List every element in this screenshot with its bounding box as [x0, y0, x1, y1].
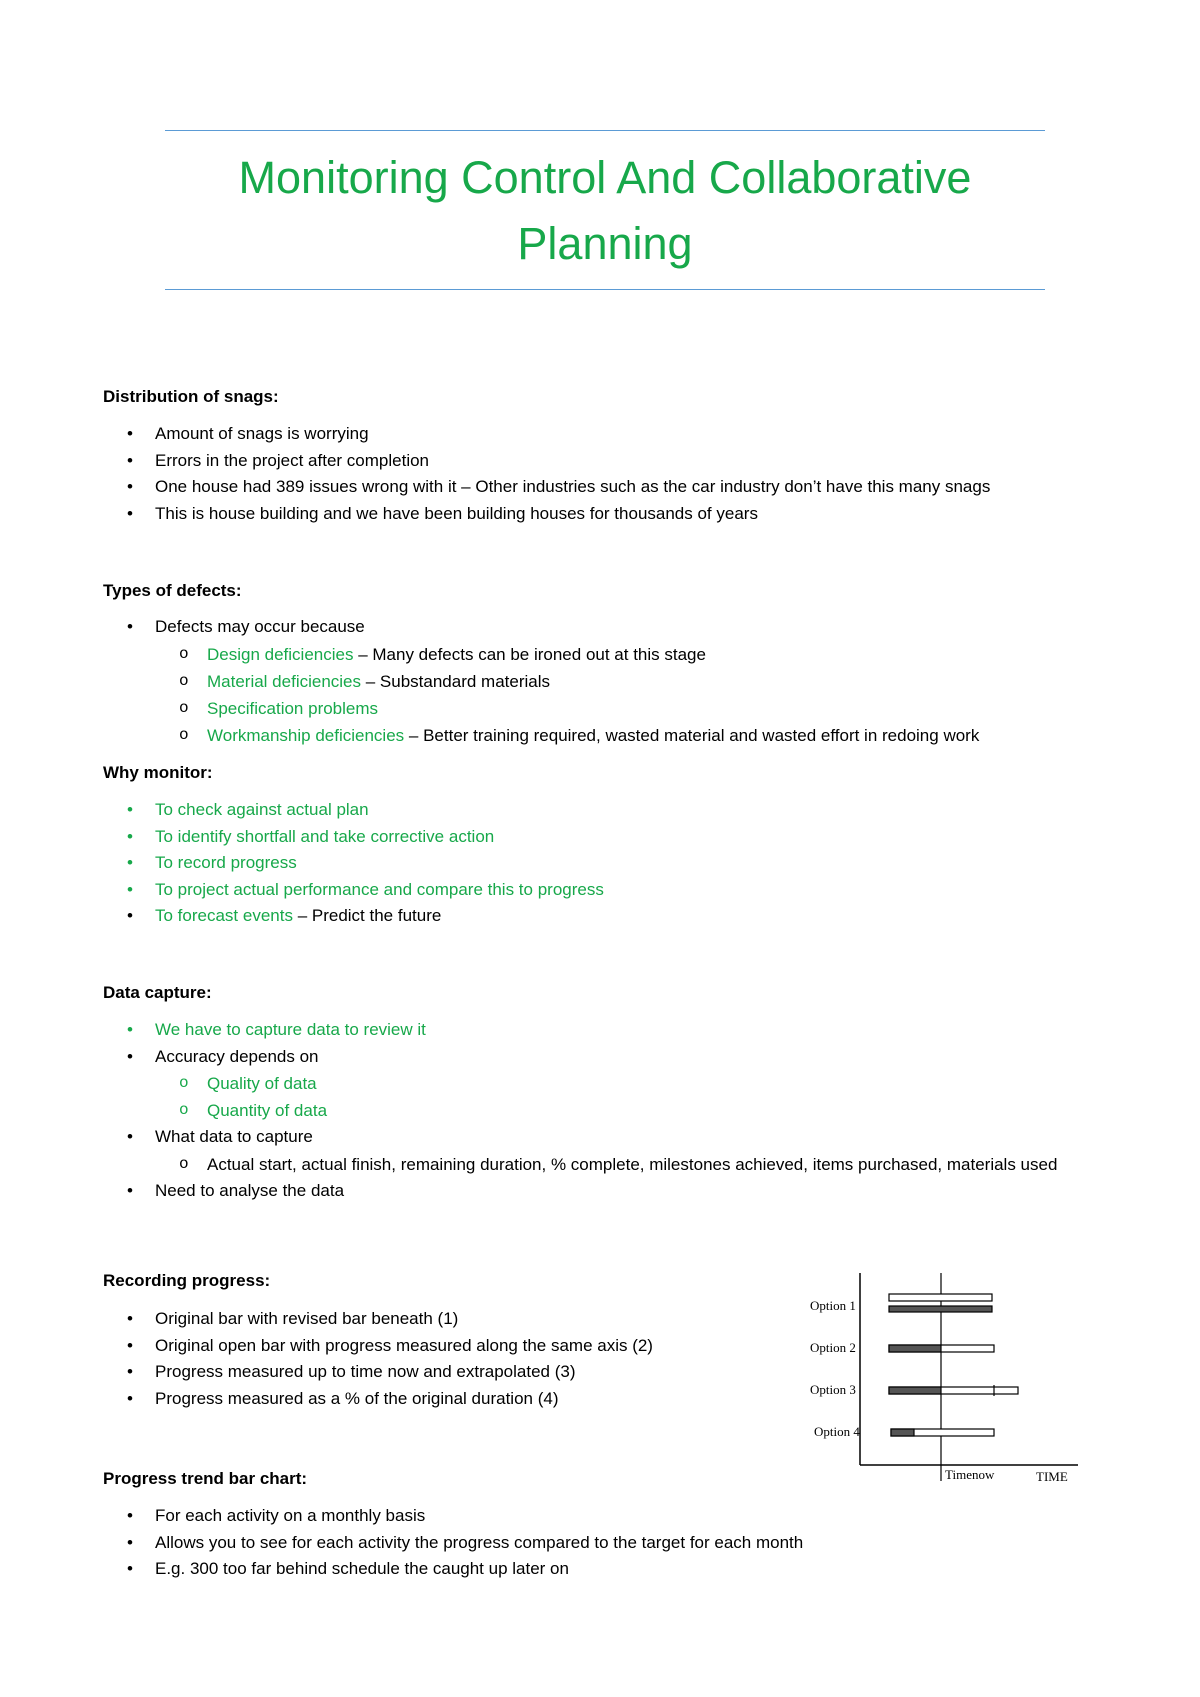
defect-note: – Many defects can be ironed out at this stage [353, 644, 706, 664]
forecast-note: – Predict the future [292, 906, 442, 925]
monitor-list [103, 797, 604, 930]
list-item [103, 903, 604, 930]
list-item [103, 1044, 1103, 1125]
sub-list-item: o Actual start, actual finish, remaining duration, % complete, milestones achieved, items purchased, materials used [155, 1151, 1103, 1178]
list-item: • This is house building and we have been building houses for thousands of years [103, 501, 990, 528]
option-3-progress-fill [889, 1387, 941, 1394]
defects-list [103, 614, 979, 749]
sub-list-item [155, 695, 979, 722]
list-item: • Amount of snags is worrying [103, 421, 990, 448]
sub-list-item [155, 641, 979, 668]
heading-recording-progress: Recording progress: [103, 1271, 271, 1290]
list-item-text: Accuracy depends on [155, 1046, 319, 1066]
forecast-key: To forecast events [155, 906, 293, 925]
list-item: • Original open bar with progress measured along the same axis (2) [103, 1333, 653, 1360]
timenow-label: Timenow [945, 1467, 995, 1482]
defect-note: – Better training required, wasted material and wasted effort in redoing work [404, 725, 980, 745]
capture-list [103, 1017, 1103, 1204]
sub-list-item [155, 722, 979, 749]
list-item [103, 1124, 1103, 1178]
list-item: • To record progress [103, 850, 604, 877]
sub-list-item: o Quantity of data [155, 1097, 1103, 1124]
title-bottom-rule [165, 289, 1045, 290]
defect-type-workmanship: Workmanship deficiencies [207, 725, 405, 745]
list-item: • Errors in the project after completion [103, 448, 990, 475]
capture-data-sublist [155, 1151, 1103, 1178]
list-item-text: What data to capture [155, 1127, 313, 1146]
defects-sublist [155, 641, 979, 749]
list-item: • Original bar with revised bar beneath (1) [103, 1306, 653, 1333]
recording-list [103, 1306, 653, 1412]
list-item: • E.g. 300 too far behind schedule the caught up later on [103, 1556, 803, 1583]
list-item: • Progress measured up to time now and extrapolated (3) [103, 1359, 653, 1386]
list-item: • Need to analyse the data [103, 1178, 1103, 1205]
snags-list [103, 421, 990, 527]
defect-type-design: Design deficiencies [207, 644, 354, 664]
option-1-original-bar [889, 1294, 992, 1301]
heading-snags: Distribution of snags: [103, 387, 279, 406]
list-item-text: Defects may occur because [155, 617, 365, 636]
option-4-label: Option 4 [814, 1424, 860, 1439]
accuracy-sublist [155, 1070, 1103, 1124]
time-axis-label: TIME [1036, 1469, 1068, 1484]
heading-defects: Types of defects: [103, 581, 242, 600]
option-2-label: Option 2 [810, 1340, 856, 1355]
defect-type-material: Material deficiencies [207, 671, 362, 691]
page-title: Monitoring Control And Collaborative Planning [238, 152, 972, 269]
option-2-progress-fill [889, 1345, 941, 1352]
recording-progress-diagram [800, 1268, 1090, 1488]
sub-list-item: o Quality of data [155, 1070, 1103, 1097]
list-item [103, 614, 979, 749]
list-item: • To project actual performance and compare this to progress [103, 877, 604, 904]
heading-progress-trend: Progress trend bar chart: [103, 1469, 308, 1488]
list-item: • For each activity on a monthly basis [103, 1503, 803, 1530]
list-item: • Allows you to see for each activity the progress compared to the target for each month [103, 1530, 803, 1557]
defect-type-specification: Specification problems [207, 698, 379, 718]
heading-why-monitor: Why monitor: [103, 763, 213, 782]
option-1-revised-bar [889, 1306, 992, 1312]
option-4-progress-fill [891, 1429, 914, 1436]
list-item: • One house had 389 issues wrong with it – Other industries such as the car industry don’t have this many snags [103, 474, 990, 501]
defect-note: – Substandard materials [361, 671, 551, 691]
title-top-rule [165, 130, 1045, 131]
sub-list-item [155, 668, 979, 695]
list-item: • Progress measured as a % of the original duration (4) [103, 1386, 653, 1413]
option-3-label: Option 3 [810, 1382, 856, 1397]
trend-list [103, 1503, 803, 1583]
list-item: • We have to capture data to review it [103, 1017, 1103, 1044]
list-item: • To check against actual plan [103, 797, 604, 824]
option-1-label: Option 1 [810, 1298, 856, 1313]
list-item: • To identify shortfall and take corrective action [103, 824, 604, 851]
heading-data-capture: Data capture: [103, 983, 212, 1002]
